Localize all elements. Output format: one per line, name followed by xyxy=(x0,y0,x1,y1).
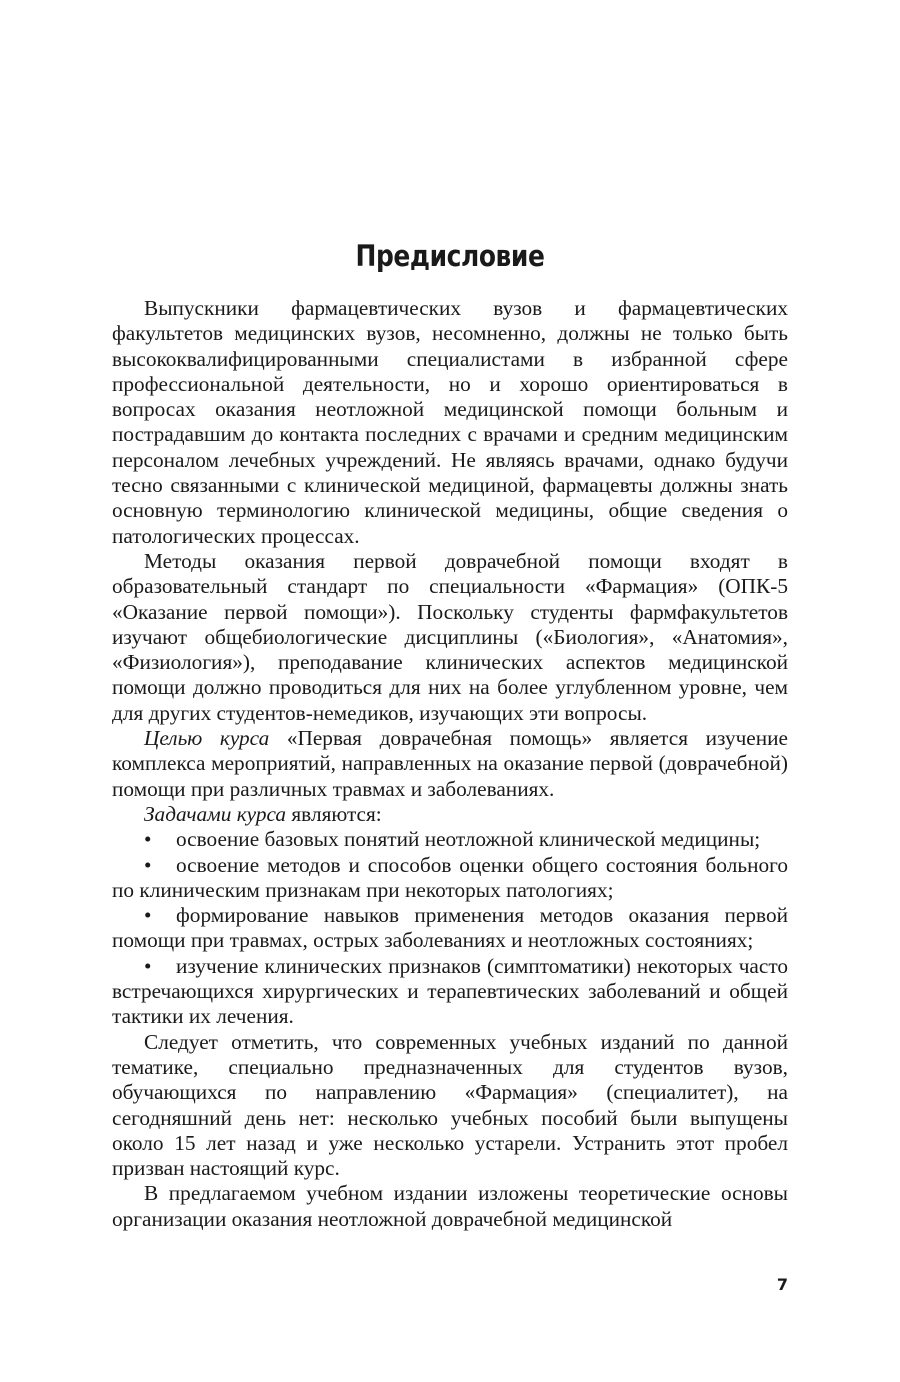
list-item-text: освоение базовых понятий неотложной клинической медицины; xyxy=(176,827,761,852)
list-item xyxy=(112,954,788,1030)
paragraph-standard: Методы оказания первой доврачебной помощи входят в образовательный стандарт по специальности «Фармация» (ОПК-5 «Оказание первой помощи»). Поскольку студенты фармфакультетов изучают общебиологические дисциплины («Биология», «Анатомия», «Физиология»), преподавание клинических аспектов медицинской помощи должно проводиться для них на более углубленном уровне, чем для других студентов-немедиков, изучающих эти вопросы. xyxy=(112,548,788,725)
goal-emphasis: Целью курса xyxy=(144,726,270,751)
paragraph-tasks xyxy=(112,802,788,827)
tasks-text: являются: xyxy=(286,801,382,826)
goal-text: «Первая доврачебная помощь» является изучение комплекса мероприятий, направленных на оказание первой (доврачебной) помощи при различных травмах и заболеваниях. xyxy=(112,726,789,801)
list-item-text: освоение методов и способов оценки общего состояния больного по клиническим признакам при некоторых патологиях; xyxy=(112,852,788,902)
paragraph-note: Следует отметить, что современных учебных изданий по данной тематике, специально предназначенных для студентов вузов, обучающихся по направлению «Фармация» (специалитет), на сегодняшний день нет: несколько учебных пособий были выпущены около 15 лет назад и уже несколько устарели. Устранить этот пробел призван настоящий курс. xyxy=(112,1029,788,1181)
page-number: 7 xyxy=(776,1275,788,1294)
body-text xyxy=(112,296,788,1232)
page-title: Предисловие xyxy=(355,239,545,274)
list-item xyxy=(112,827,788,852)
list-item-text: формирование навыков применения методов оказания первой помощи при травмах, острых заболеваниях и неотложных состояниях; xyxy=(112,903,788,953)
list-item-text: изучение клинических признаков (симптоматики) некоторых часто встречающихся хирургических и терапевтических заболеваний и общей тактики их лечения. xyxy=(112,953,788,1029)
bullet-marker: • xyxy=(144,953,152,978)
paragraph-content: В предлагаемом учебном издании изложены теоретические основы организации оказания неотложной доврачебной медицинской xyxy=(112,1181,788,1231)
bullet-marker: • xyxy=(144,827,152,852)
tasks-emphasis: Задачами курса xyxy=(144,801,287,826)
list-item xyxy=(112,853,788,904)
list-item xyxy=(112,903,788,954)
paragraph-intro: Выпускники фармацевтических вузов и фармацевтических факультетов медицинских вузов, несомненно, должны не только быть высококвалифицированными специалистами в избранной сфере профессиональной деятельности, но и хорошо ориентироваться в вопросах оказания неотложной медицинской помощи больным и пострадавшим до контакта последних с врачами и средним медицинским персоналом лечебных учреждений. Не являясь врачами, однако будучи тесно связанными с клинической медициной, фармацевты должны знать основную терминологию клинической медицины, общие сведения о патологических процессах. xyxy=(112,296,788,548)
bullet-marker: • xyxy=(144,903,152,928)
paragraph-goal xyxy=(112,726,788,802)
bullet-marker: • xyxy=(144,852,152,877)
